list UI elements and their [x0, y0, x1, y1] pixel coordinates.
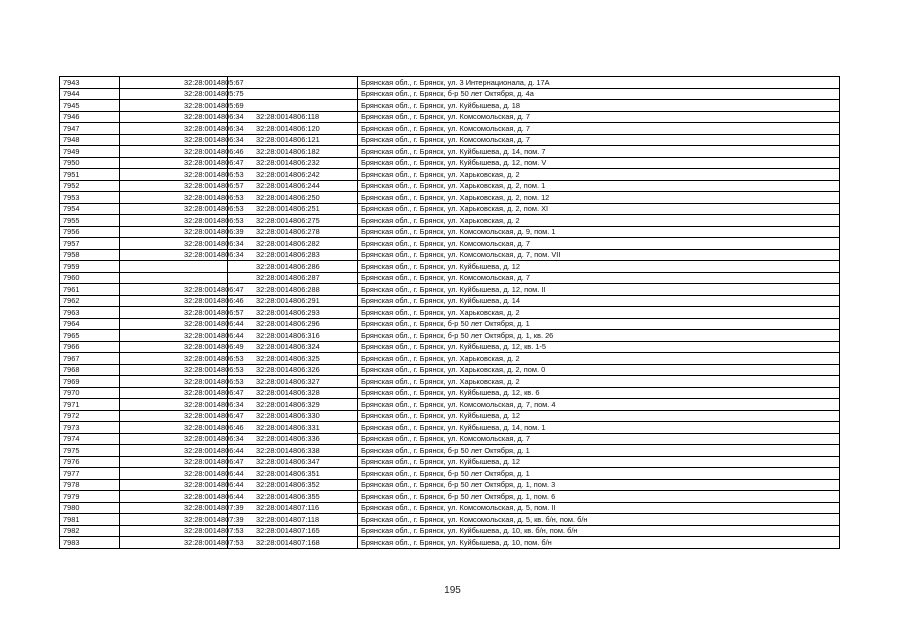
cadastral-number-cell: [228, 100, 358, 112]
cadastral-number-cell: 32:28:0014807:118: [228, 514, 358, 526]
cadastral-number-cell: 32:28:0014806:293: [228, 307, 358, 319]
cadastral-number-cell: 32:28:0014806:326: [228, 364, 358, 376]
table-row: [60, 502, 840, 514]
row-number-cell: 7965: [60, 330, 120, 342]
row-number-cell: 7951: [60, 169, 120, 181]
address-cell: Брянская обл., г. Брянск, ул. Комсомольская, д. 9, пом. 1: [358, 226, 840, 238]
address-cell: Брянская обл., г. Брянск, ул. Комсомольская, д. 7: [358, 272, 840, 284]
row-number-cell: 7950: [60, 157, 120, 169]
row-number-cell: 7973: [60, 422, 120, 434]
table-row: [60, 537, 840, 549]
table-row: [60, 88, 840, 100]
address-cell: Брянская обл., г. Брянск, б-р 50 лет Октября, д. 1, кв. 26: [358, 330, 840, 342]
parent-cadastral-number-cell: 32:28:0014806:44: [120, 468, 228, 480]
row-number-cell: 7949: [60, 146, 120, 158]
cadastral-number-cell: 32:28:0014806:291: [228, 295, 358, 307]
row-number-cell: 7945: [60, 100, 120, 112]
row-number-cell: 7943: [60, 77, 120, 89]
parent-cadastral-number-cell: 32:28:0014806:34: [120, 111, 228, 123]
parent-cadastral-number-cell: 32:28:0014806:53: [120, 376, 228, 388]
address-cell: Брянская обл., г. Брянск, б-р 50 лет Октября, д. 1: [358, 318, 840, 330]
address-cell: Брянская обл., г. Брянск, б-р 50 лет Октября, д. 4а: [358, 88, 840, 100]
row-number-cell: 7948: [60, 134, 120, 146]
row-number-cell: 7970: [60, 387, 120, 399]
cadastral-number-cell: 32:28:0014806:355: [228, 491, 358, 503]
table-row: [60, 77, 840, 89]
table-row: [60, 399, 840, 411]
parent-cadastral-number-cell: 32:28:0014807:53: [120, 525, 228, 537]
cadastral-number-cell: 32:28:0014806:316: [228, 330, 358, 342]
table-row: [60, 180, 840, 192]
address-cell: Брянская обл., г. Брянск, ул. Куйбышева, д. 14, пом. 1: [358, 422, 840, 434]
table-row: [60, 376, 840, 388]
table-row: [60, 169, 840, 181]
parent-cadastral-number-cell: 32:28:0014806:34: [120, 123, 228, 135]
parent-cadastral-number-cell: 32:28:0014805:67: [120, 77, 228, 89]
address-cell: Брянская обл., г. Брянск, ул. Харьковская, д. 2, пом. 0: [358, 364, 840, 376]
row-number-cell: 7963: [60, 307, 120, 319]
parent-cadastral-number-cell: 32:28:0014806:34: [120, 238, 228, 250]
parent-cadastral-number-cell: 32:28:0014806:44: [120, 330, 228, 342]
cadastral-number-cell: 32:28:0014806:182: [228, 146, 358, 158]
address-cell: Брянская обл., г. Брянск, ул. Комсомольская, д. 7, пом. VII: [358, 249, 840, 261]
table-row: [60, 341, 840, 353]
table-row: [60, 146, 840, 158]
row-number-cell: 7967: [60, 353, 120, 365]
parent-cadastral-number-cell: 32:28:0014806:47: [120, 410, 228, 422]
address-cell: Брянская обл., г. Брянск, ул. Комсомольская, д. 7: [358, 123, 840, 135]
row-number-cell: 7946: [60, 111, 120, 123]
table-row: [60, 100, 840, 112]
row-number-cell: 7966: [60, 341, 120, 353]
cadastral-number-cell: 32:28:0014806:327: [228, 376, 358, 388]
address-cell: Брянская обл., г. Брянск, ул. Харьковская, д. 2, пом. 12: [358, 192, 840, 204]
row-number-cell: 7964: [60, 318, 120, 330]
row-number-cell: 7971: [60, 399, 120, 411]
address-cell: Брянская обл., г. Брянск, ул. Куйбышева, д. 12, пом. II: [358, 284, 840, 296]
address-cell: Брянская обл., г. Брянск, б-р 50 лет Октября, д. 1, пом. 3: [358, 479, 840, 491]
cadastral-number-cell: 32:28:0014806:352: [228, 479, 358, 491]
address-cell: Брянская обл., г. Брянск, ул. Харьковская, д. 2: [358, 215, 840, 227]
parent-cadastral-number-cell: 32:28:0014806:44: [120, 479, 228, 491]
cadastral-number-cell: 32:28:0014806:244: [228, 180, 358, 192]
row-number-cell: 7958: [60, 249, 120, 261]
table-row: [60, 261, 840, 273]
parent-cadastral-number-cell: 32:28:0014806:39: [120, 226, 228, 238]
table-row: [60, 422, 840, 434]
row-number-cell: 7959: [60, 261, 120, 273]
table-row: [60, 445, 840, 457]
cadastral-number-cell: 32:28:0014806:250: [228, 192, 358, 204]
row-number-cell: 7955: [60, 215, 120, 227]
table-row: [60, 215, 840, 227]
address-cell: Брянская обл., г. Брянск, ул. Куйбышева, д. 12, пом. V: [358, 157, 840, 169]
table-row: [60, 456, 840, 468]
table-row: [60, 514, 840, 526]
row-number-cell: 7968: [60, 364, 120, 376]
address-cell: Брянская обл., г. Брянск, б-р 50 лет Октября, д. 1: [358, 445, 840, 457]
address-cell: Брянская обл., г. Брянск, ул. Куйбышева, д. 10, пом. б/н: [358, 537, 840, 549]
parent-cadastral-number-cell: 32:28:0014807:53: [120, 537, 228, 549]
parent-cadastral-number-cell: 32:28:0014806:46: [120, 422, 228, 434]
table-row: [60, 226, 840, 238]
cadastral-number-cell: 32:28:0014806:286: [228, 261, 358, 273]
row-number-cell: 7976: [60, 456, 120, 468]
address-cell: Брянская обл., г. Брянск, ул. Харьковская, д. 2: [358, 353, 840, 365]
cadastral-number-cell: 32:28:0014806:330: [228, 410, 358, 422]
address-cell: Брянская обл., г. Брянск, ул. Комсомольская, д. 7: [358, 433, 840, 445]
table-row: [60, 491, 840, 503]
table-row: [60, 353, 840, 365]
cadastral-number-cell: 32:28:0014806:242: [228, 169, 358, 181]
row-number-cell: 7969: [60, 376, 120, 388]
address-cell: Брянская обл., г. Брянск, ул. Комсомольская, д. 7: [358, 134, 840, 146]
parent-cadastral-number-cell: 32:28:0014806:47: [120, 456, 228, 468]
table-row: [60, 479, 840, 491]
cadastral-number-cell: 32:28:0014806:325: [228, 353, 358, 365]
table-row: [60, 134, 840, 146]
table-row: [60, 364, 840, 376]
cadastral-number-cell: 32:28:0014807:116: [228, 502, 358, 514]
parent-cadastral-number-cell: 32:28:0014806:46: [120, 146, 228, 158]
parent-cadastral-number-cell: 32:28:0014805:75: [120, 88, 228, 100]
parent-cadastral-number-cell: 32:28:0014806:34: [120, 399, 228, 411]
cadastral-number-cell: 32:28:0014806:328: [228, 387, 358, 399]
row-number-cell: 7956: [60, 226, 120, 238]
address-cell: Брянская обл., г. Брянск, ул. Куйбышева, д. 18: [358, 100, 840, 112]
row-number-cell: 7961: [60, 284, 120, 296]
cadastral-number-cell: 32:28:0014807:168: [228, 537, 358, 549]
row-number-cell: 7980: [60, 502, 120, 514]
cadastral-number-cell: 32:28:0014806:278: [228, 226, 358, 238]
cadastral-number-cell: 32:28:0014806:336: [228, 433, 358, 445]
row-number-cell: 7974: [60, 433, 120, 445]
address-cell: Брянская обл., г. Брянск, ул. Харьковская, д. 2, пом. 1: [358, 180, 840, 192]
table-row: [60, 318, 840, 330]
parent-cadastral-number-cell: 32:28:0014806:44: [120, 318, 228, 330]
table-row: [60, 203, 840, 215]
table-row: [60, 249, 840, 261]
address-cell: Брянская обл., г. Брянск, ул. 3 Интернационала, д. 17А: [358, 77, 840, 89]
row-number-cell: 7972: [60, 410, 120, 422]
table-row: [60, 307, 840, 319]
row-number-cell: 7977: [60, 468, 120, 480]
parent-cadastral-number-cell: 32:28:0014806:44: [120, 491, 228, 503]
cadastral-number-cell: 32:28:0014806:331: [228, 422, 358, 434]
cadastral-number-cell: 32:28:0014806:324: [228, 341, 358, 353]
row-number-cell: 7978: [60, 479, 120, 491]
address-cell: Брянская обл., г. Брянск, ул. Куйбышева, д. 10, кв. б/н, пом. б/н: [358, 525, 840, 537]
cadastral-number-cell: 32:28:0014806:287: [228, 272, 358, 284]
parent-cadastral-number-cell: 32:28:0014807:39: [120, 502, 228, 514]
parent-cadastral-number-cell: [120, 272, 228, 284]
cadastral-number-cell: [228, 88, 358, 100]
parent-cadastral-number-cell: 32:28:0014806:57: [120, 180, 228, 192]
cadastral-number-cell: [228, 77, 358, 89]
cadastral-number-cell: 32:28:0014806:251: [228, 203, 358, 215]
address-cell: Брянская обл., г. Брянск, ул. Куйбышева, д. 12, кв. 1-5: [358, 341, 840, 353]
table-row: [60, 157, 840, 169]
cadastral-number-cell: 32:28:0014806:120: [228, 123, 358, 135]
row-number-cell: 7983: [60, 537, 120, 549]
row-number-cell: 7954: [60, 203, 120, 215]
row-number-cell: 7979: [60, 491, 120, 503]
row-number-cell: 7960: [60, 272, 120, 284]
parent-cadastral-number-cell: 32:28:0014806:53: [120, 169, 228, 181]
parent-cadastral-number-cell: 32:28:0014806:53: [120, 353, 228, 365]
row-number-cell: 7944: [60, 88, 120, 100]
address-cell: Брянская обл., г. Брянск, ул. Куйбышева, д. 12, кв. 6: [358, 387, 840, 399]
address-cell: Брянская обл., г. Брянск, ул. Куйбышева, д. 14: [358, 295, 840, 307]
address-cell: Брянская обл., г. Брянск, ул. Куйбышева, д. 12: [358, 410, 840, 422]
address-cell: Брянская обл., г. Брянск, ул. Комсомольская, д. 7, пом. 4: [358, 399, 840, 411]
cadastral-number-cell: 32:28:0014806:329: [228, 399, 358, 411]
table-row: [60, 330, 840, 342]
cadastral-number-cell: 32:28:0014806:121: [228, 134, 358, 146]
address-cell: Брянская обл., г. Брянск, ул. Харьковская, д. 2: [358, 307, 840, 319]
address-cell: Брянская обл., г. Брянск, ул. Куйбышева, д. 12: [358, 261, 840, 273]
address-cell: Брянская обл., г. Брянск, ул. Харьковская, д. 2: [358, 169, 840, 181]
registry-table: [59, 76, 840, 549]
cadastral-number-cell: 32:28:0014806:275: [228, 215, 358, 227]
table-row: [60, 410, 840, 422]
parent-cadastral-number-cell: 32:28:0014806:53: [120, 203, 228, 215]
parent-cadastral-number-cell: 32:28:0014807:39: [120, 514, 228, 526]
parent-cadastral-number-cell: 32:28:0014805:69: [120, 100, 228, 112]
cadastral-number-cell: 32:28:0014806:351: [228, 468, 358, 480]
row-number-cell: 7957: [60, 238, 120, 250]
cadastral-number-cell: 32:28:0014806:283: [228, 249, 358, 261]
table-row: [60, 525, 840, 537]
table-row: [60, 295, 840, 307]
row-number-cell: 7982: [60, 525, 120, 537]
parent-cadastral-number-cell: 32:28:0014806:34: [120, 249, 228, 261]
address-cell: Брянская обл., г. Брянск, б-р 50 лет Октября, д. 1: [358, 468, 840, 480]
parent-cadastral-number-cell: 32:28:0014806:47: [120, 284, 228, 296]
table-row: [60, 272, 840, 284]
parent-cadastral-number-cell: 32:28:0014806:46: [120, 295, 228, 307]
registry-table-body: [60, 77, 840, 549]
address-cell: Брянская обл., г. Брянск, ул. Харьковская, д. 2: [358, 376, 840, 388]
row-number-cell: 7975: [60, 445, 120, 457]
cadastral-number-cell: 32:28:0014806:232: [228, 157, 358, 169]
table-row: [60, 284, 840, 296]
table-row: [60, 123, 840, 135]
address-cell: Брянская обл., г. Брянск, б-р 50 лет Октября, д. 1, пом. 6: [358, 491, 840, 503]
address-cell: Брянская обл., г. Брянск, ул. Куйбышева, д. 12: [358, 456, 840, 468]
parent-cadastral-number-cell: 32:28:0014806:49: [120, 341, 228, 353]
cadastral-number-cell: 32:28:0014806:338: [228, 445, 358, 457]
table-row: [60, 387, 840, 399]
parent-cadastral-number-cell: 32:28:0014806:34: [120, 134, 228, 146]
address-cell: Брянская обл., г. Брянск, ул. Комсомольская, д. 5, кв. б/н, пом. б/н: [358, 514, 840, 526]
parent-cadastral-number-cell: 32:28:0014806:47: [120, 157, 228, 169]
address-cell: Брянская обл., г. Брянск, ул. Комсомольская, д. 7: [358, 238, 840, 250]
cadastral-number-cell: 32:28:0014806:296: [228, 318, 358, 330]
parent-cadastral-number-cell: 32:28:0014806:47: [120, 387, 228, 399]
cadastral-number-cell: 32:28:0014806:118: [228, 111, 358, 123]
cadastral-number-cell: 32:28:0014807:165: [228, 525, 358, 537]
row-number-cell: 7953: [60, 192, 120, 204]
row-number-cell: 7981: [60, 514, 120, 526]
row-number-cell: 7962: [60, 295, 120, 307]
table-row: [60, 433, 840, 445]
table-row: [60, 111, 840, 123]
address-cell: Брянская обл., г. Брянск, ул. Харьковская, д. 2, пом. XI: [358, 203, 840, 215]
cadastral-number-cell: 32:28:0014806:347: [228, 456, 358, 468]
cadastral-number-cell: 32:28:0014806:288: [228, 284, 358, 296]
address-cell: Брянская обл., г. Брянск, ул. Комсомольская, д. 5, пом. II: [358, 502, 840, 514]
table-row: [60, 238, 840, 250]
parent-cadastral-number-cell: 32:28:0014806:53: [120, 192, 228, 204]
parent-cadastral-number-cell: [120, 261, 228, 273]
parent-cadastral-number-cell: 32:28:0014806:34: [120, 433, 228, 445]
address-cell: Брянская обл., г. Брянск, ул. Комсомольская, д. 7: [358, 111, 840, 123]
row-number-cell: 7952: [60, 180, 120, 192]
parent-cadastral-number-cell: 32:28:0014806:57: [120, 307, 228, 319]
table-row: [60, 468, 840, 480]
parent-cadastral-number-cell: 32:28:0014806:53: [120, 364, 228, 376]
cadastral-number-cell: 32:28:0014806:282: [228, 238, 358, 250]
row-number-cell: 7947: [60, 123, 120, 135]
parent-cadastral-number-cell: 32:28:0014806:53: [120, 215, 228, 227]
page-number: 195: [444, 585, 461, 596]
address-cell: Брянская обл., г. Брянск, ул. Куйбышева, д. 14, пом. 7: [358, 146, 840, 158]
table-row: [60, 192, 840, 204]
parent-cadastral-number-cell: 32:28:0014806:44: [120, 445, 228, 457]
